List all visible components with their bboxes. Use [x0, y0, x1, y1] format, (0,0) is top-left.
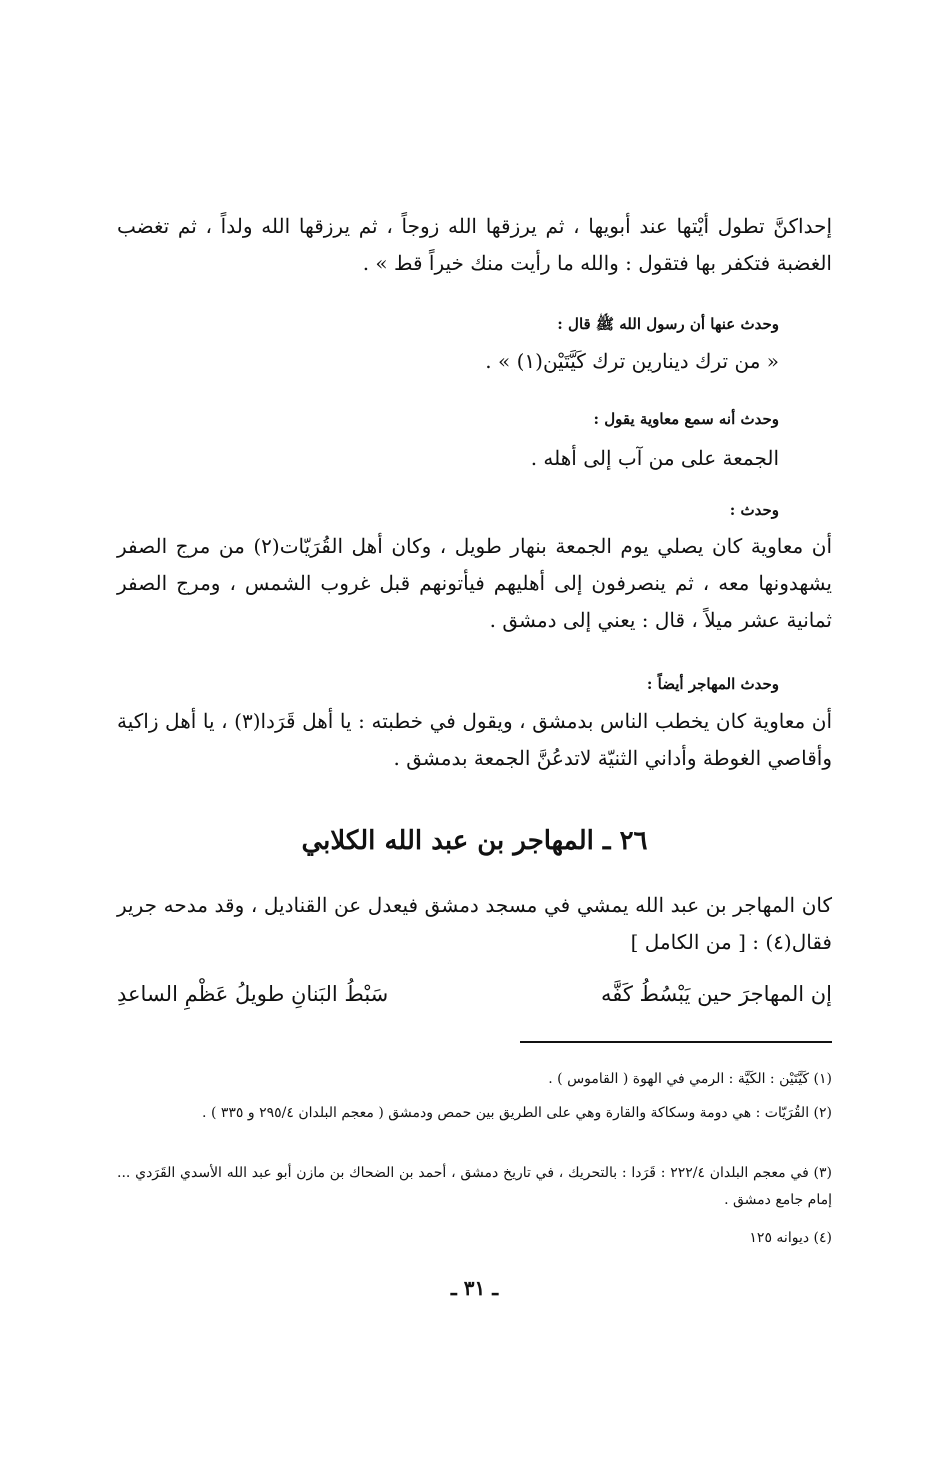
narration-label-2: وحدث أنه سمع معاوية يقول :	[593, 410, 779, 428]
poem-verse	[117, 982, 832, 1006]
verse-second-hemistich: سَبْطُ البَنانِ طويلُ عَظْمِ الساعدِ	[117, 982, 389, 1006]
narration-label-4: وحدث المهاجر أيضاً :	[646, 675, 779, 693]
hadith-quote-2: الجمعة على من آب إلى أهله .	[530, 446, 779, 470]
narration-label-3: وحدث :	[729, 501, 779, 519]
paragraph-opening: إحداكنَّ تطول أيْتها عند أبويها ، ثم يرزقها الله زوجاً ، ثم يرزقها الله ولداً ، ثم تغضب الغضبة فتكفر بها فتقول : والله ما رأيت منك خيراً قط » .	[117, 214, 832, 275]
section-heading: ٢٦ ـ المهاجر بن عبد الله الكلابي	[301, 826, 648, 856]
paragraph-qarada: أن معاوية كان يخطب الناس بدمشق ، ويقول في خطبته : يا أهل قَرَدا(٣) ، يا أهل زاكية وأقاصي الغوطة وأداني الثنيّة لاتدعُنَّ الجمعة بدمشق .	[117, 709, 832, 770]
footnote-separator	[520, 1041, 832, 1043]
narration-label-1: وحدث عنها أن رسول الله ﷺ قال :	[557, 315, 779, 333]
verse-first-hemistich: إن المهاجرَ حين يَبْسُطُ كَفَّه	[600, 982, 832, 1006]
footnote-4: (٤) ديوانه ١٢٥	[749, 1230, 832, 1246]
hadith-quote-1: « من ترك دينارين ترك كَيَّتَيْن(١) » .	[485, 349, 779, 373]
paragraph-qurayyat: أن معاوية كان يصلي يوم الجمعة بنهار طويل ، وكان أهل القُرَيّات(٢) من مرج الصفر يشهدونها معه ، ثم ينصرفون إلى أهليهم فيأتونهم قبل غروب الشمس ، ومرج الصفر ثمانية عشر ميلاً ، قال : يعني إلى دمشق .	[117, 534, 832, 632]
footnote-2: (٢) القُرَيّات : هي دومة وسكاكة والقارة وهي على الطريق بين حمص ودمشق ( معجم البلدان ٢٩٥/٤ و ٣٣٥ ) .	[202, 1105, 832, 1121]
footnote-1: (١) كَيَّتَيْن : الكَيَّة : الرمي في الهوة ( القاموس ) .	[548, 1071, 832, 1087]
footnote-3: (٣) في معجم البلدان ٢٢٢/٤ : قَرَدا : بالتحريك ، في تاريخ دمشق ، أحمد بن الضحاك بن مازن أبو عبد الله الأسدي القَرَدي ... إمام جامع دمشق .	[117, 1165, 832, 1208]
paragraph-muhajir: كان المهاجر بن عبد الله يمشي في مسجد دمشق فيعدل عن القناديل ، وقد مدحه جرير فقال(٤) : [ من الكامل ]	[117, 893, 832, 954]
page-number: ـ ٣١ ـ	[450, 1276, 499, 1300]
